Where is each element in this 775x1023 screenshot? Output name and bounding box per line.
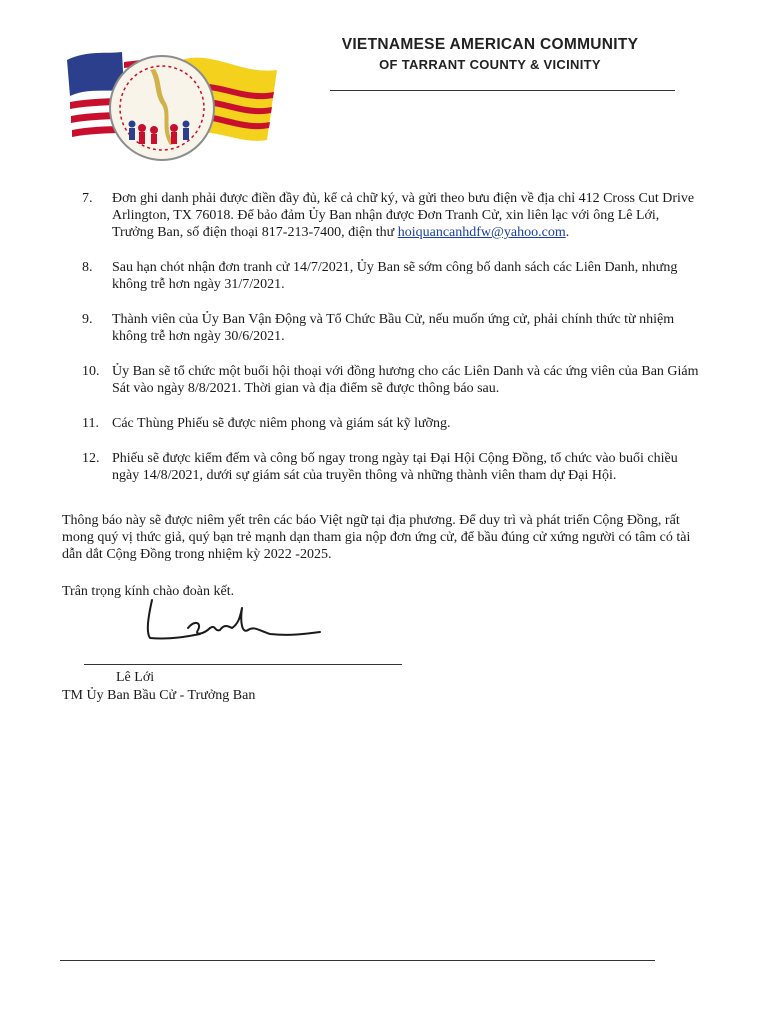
header-rule — [330, 90, 675, 91]
org-name-line2: OF TARRANT COUNTY & VICINITY — [379, 57, 601, 72]
signature-rule — [84, 664, 402, 665]
item-number: 11. — [82, 416, 99, 431]
item-text-end: . — [565, 225, 570, 240]
item-text: Các Thùng Phiếu sẽ được niêm phong và giám sát kỹ lưỡng. — [112, 416, 451, 431]
item-number: 8. — [82, 260, 93, 275]
signer-title: TM Ủy Ban Bầu Cử - Trưởng Ban — [62, 688, 256, 703]
item-number: 9. — [82, 312, 93, 327]
footer-rule — [60, 960, 655, 961]
list-item — [82, 311, 702, 345]
item-text: Thành viên của Ủy Ban Vận Động và Tổ Chức Bầu Cử, nếu muốn ứng cử, phải chính thức từ nhiệm không trễ hơn ngày 30/6/2021. — [112, 312, 675, 344]
list-item — [82, 190, 702, 241]
email-link[interactable]: hoiquancanhdfw@yahoo.com — [397, 225, 566, 240]
signature — [130, 598, 330, 658]
notice-paragraph: Thông báo này sẽ được niêm yết trên các báo Việt ngữ tại địa phương. Để duy trì và phát triển Cộng Đồng, rất mong quý vị thức giả, quý bạn trẻ mạnh dạn tham gia nộp đơn ứng cử, để bầu đúng cử xứng người có tâm có tài dẫn dắt Cộng Đồng trong nhiệm kỳ 2022 -2025. — [62, 513, 691, 562]
item-number: 10. — [82, 364, 100, 379]
item-text: Ủy Ban sẽ tổ chức một buổi hội thoại với đồng hương cho các Liên Danh và các ứng viên của Ban Giám Sát vào ngày 8/8/2021. Thời gian và địa điểm sẽ được thông báo sau. — [112, 364, 699, 396]
list-item — [82, 415, 702, 432]
item-text: Phiếu sẽ được kiểm đếm và công bố ngay trong ngày tại Đại Hội Cộng Đồng, tổ chức vào buổi chiều ngày 14/8/2021, dưới sự giám sát của truyền thông và những thành viên tham dự Đại Hội. — [112, 451, 678, 483]
item-number: 7. — [82, 191, 93, 206]
org-name-line1: VIETNAMESE AMERICAN COMMUNITY — [341, 36, 639, 53]
rules-list — [82, 190, 702, 502]
list-item — [82, 363, 702, 397]
item-text: Đơn ghi danh phải được điền đầy đủ, kể cả chữ ký, và gửi theo bưu điện về địa chỉ 412 Cross Cut Drive Arlington, TX 76018. Để bảo đảm Ủy Ban nhận được Đơn Tranh Cử, xin liên lạc với ông Lê Lới, Trưởng Ban, số điện thoại 817-213-7400, điện thư — [112, 191, 695, 240]
closing-line: Trân trọng kính chào đoàn kết. — [62, 584, 235, 599]
item-text: Sau hạn chót nhận đơn tranh cử 14/7/2021, Ủy Ban sẽ sớm công bố danh sách các Liên Danh, nhưng không trễ hơn ngày 31/7/2021. — [112, 260, 678, 292]
community-logo — [62, 40, 282, 180]
list-item — [82, 450, 702, 484]
item-number: 12. — [82, 451, 100, 466]
signer-name: Lê Lới — [116, 670, 155, 685]
list-item — [82, 259, 702, 293]
